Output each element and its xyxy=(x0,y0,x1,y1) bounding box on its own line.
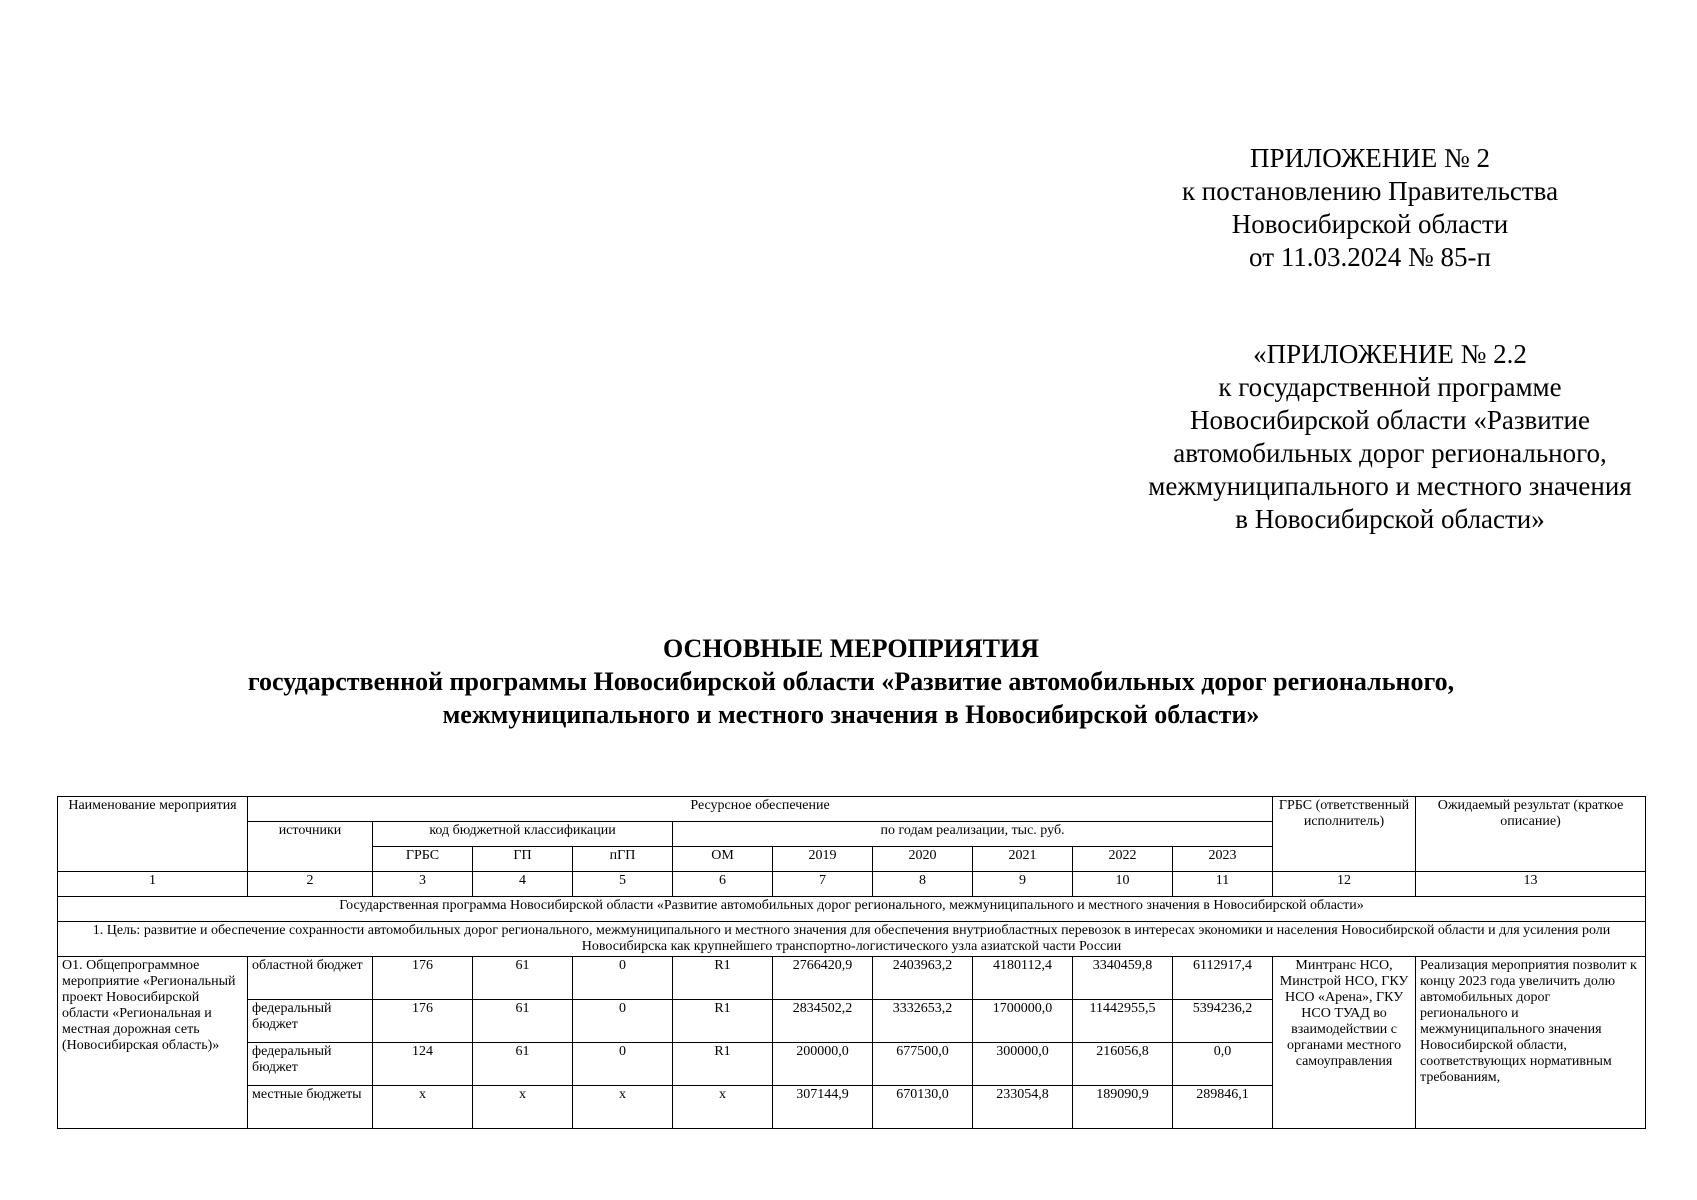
year-2023-cell: 289846,1 xyxy=(1173,1086,1273,1129)
grbs-code-cell: x xyxy=(373,1086,473,1129)
year-2019-cell: 2766420,9 xyxy=(773,957,873,1000)
om-cell: R1 xyxy=(673,1000,773,1043)
column-number: 5 xyxy=(573,872,673,897)
header-by-years: по годам реализации, тыс. руб. xyxy=(673,822,1273,847)
header-name: Наименование мероприятия xyxy=(58,797,248,872)
gp-cell: 61 xyxy=(473,957,573,1000)
pgp-cell: x xyxy=(573,1086,673,1129)
activities-table xyxy=(57,796,1646,1129)
column-number: 7 xyxy=(773,872,873,897)
header-sources: источники xyxy=(248,822,373,872)
year-2022-cell: 11442955,5 xyxy=(1073,1000,1173,1043)
appendix-line: к государственной программе xyxy=(1218,372,1562,402)
column-number: 1 xyxy=(58,872,248,897)
document-subtitle-line: государственной программы Новосибирской области «Развитие автомобильных дорог регионального, xyxy=(247,667,1455,696)
document-subtitle-line: межмуниципального и местного значения в Новосибирской области» xyxy=(442,700,1260,729)
document-heading xyxy=(60,632,1642,731)
year-2022-cell: 216056,8 xyxy=(1073,1043,1173,1086)
year-2020-cell: 670130,0 xyxy=(873,1086,973,1129)
gp-cell: x xyxy=(473,1086,573,1129)
header-pgp: пГП xyxy=(573,847,673,872)
appendix-line: от 11.03.2024 № 85-п xyxy=(1249,242,1491,272)
header-year: 2022 xyxy=(1073,847,1173,872)
year-2019-cell: 2834502,2 xyxy=(773,1000,873,1043)
column-number: 13 xyxy=(1416,872,1646,897)
gp-cell: 61 xyxy=(473,1043,573,1086)
year-2023-cell: 0,0 xyxy=(1173,1043,1273,1086)
header-budget-code: код бюджетной классификации xyxy=(373,822,673,847)
program-appendix-reference xyxy=(1120,338,1660,536)
header-om: ОМ xyxy=(673,847,773,872)
year-2021-cell: 300000,0 xyxy=(973,1043,1073,1086)
pgp-cell: 0 xyxy=(573,1043,673,1086)
gp-cell: 61 xyxy=(473,1000,573,1043)
column-number: 11 xyxy=(1173,872,1273,897)
appendix-line: в Новосибирской области» xyxy=(1235,504,1545,534)
grbs-code-cell: 176 xyxy=(373,957,473,1000)
om-cell: R1 xyxy=(673,957,773,1000)
appendix-line: автомобильных дорог регионального, xyxy=(1173,438,1607,468)
source-cell: областной бюджет xyxy=(248,957,373,1000)
appendix-line: «ПРИЛОЖЕНИЕ № 2.2 xyxy=(1253,339,1527,369)
column-number: 4 xyxy=(473,872,573,897)
source-cell: местные бюджеты xyxy=(248,1086,373,1129)
appendix-line: Новосибирской области xyxy=(1231,209,1509,239)
appendix-line: Новосибирской области «Развитие xyxy=(1190,405,1590,435)
year-2022-cell: 189090,9 xyxy=(1073,1086,1173,1129)
pgp-cell: 0 xyxy=(573,957,673,1000)
year-2023-cell: 6112917,4 xyxy=(1173,957,1273,1000)
column-number: 9 xyxy=(973,872,1073,897)
year-2019-cell: 200000,0 xyxy=(773,1043,873,1086)
column-number: 3 xyxy=(373,872,473,897)
year-2020-cell: 677500,0 xyxy=(873,1043,973,1086)
header-resources: Ресурсное обеспечение xyxy=(248,797,1273,822)
year-2020-cell: 2403963,2 xyxy=(873,957,973,1000)
column-numbers-row xyxy=(58,872,1646,897)
header-gp: ГП xyxy=(473,847,573,872)
year-2021-cell: 4180112,4 xyxy=(973,957,1073,1000)
om-cell: x xyxy=(673,1086,773,1129)
appendix-line: к постановлению Правительства xyxy=(1181,176,1559,206)
year-2019-cell: 307144,9 xyxy=(773,1086,873,1129)
appendix-line: ПРИЛОЖЕНИЕ № 2 xyxy=(1249,143,1491,173)
header-year: 2021 xyxy=(973,847,1073,872)
year-2023-cell: 5394236,2 xyxy=(1173,1000,1273,1043)
header-year: 2023 xyxy=(1173,847,1273,872)
year-2022-cell: 3340459,8 xyxy=(1073,957,1173,1000)
column-number: 2 xyxy=(248,872,373,897)
header-grbs: ГРБС (ответственный исполнитель) xyxy=(1273,797,1416,872)
goal-row: 1. Цель: развитие и обеспечение сохранности автомобильных дорог регионального, межмуниципального и местного значения для обеспечения внутриобластных перевозок в интересах экономики и населения Новосибирской области и для усиления роли Новосибирска как крупнейшего транспортно-логистического узла азиатской части России xyxy=(58,922,1646,957)
activity-grbs: Минтранс НСО, Минстрой НСО, ГКУ НСО «Арена», ГКУ НСО ТУАД во взаимодействии с органами местного самоуправления xyxy=(1273,957,1416,1129)
column-number: 6 xyxy=(673,872,773,897)
column-number: 12 xyxy=(1273,872,1416,897)
appendix-line: межмуниципального и местного значения xyxy=(1148,471,1632,501)
year-2020-cell: 3332653,2 xyxy=(873,1000,973,1043)
activity-name: О1. Общепрограммное мероприятие «Региональный проект Новосибирской области «Региональная и местная дорожная сеть (Новосибирская область)» xyxy=(58,957,248,1129)
document-title: ОСНОВНЫЕ МЕРОПРИЯТИЯ xyxy=(663,634,1039,663)
program-row: Государственная программа Новосибирской области «Развитие автомобильных дорог регионального, межмуниципального и местного значения в Новосибирской области» xyxy=(58,897,1646,922)
activity-result: Реализация мероприятия позволит к концу 2023 года увеличить долю автомобильных дорог регионального и межмуниципального значения Новосибирской области, соответствующих нормативным требованиям, xyxy=(1416,957,1646,1129)
table-row xyxy=(58,957,1646,1000)
column-number: 8 xyxy=(873,872,973,897)
header-year: 2020 xyxy=(873,847,973,872)
om-cell: R1 xyxy=(673,1043,773,1086)
header-grbs-code: ГРБС xyxy=(373,847,473,872)
header-result: Ожидаемый результат (краткое описание) xyxy=(1416,797,1646,872)
year-2021-cell: 233054,8 xyxy=(973,1086,1073,1129)
year-2021-cell: 1700000,0 xyxy=(973,1000,1073,1043)
grbs-code-cell: 124 xyxy=(373,1043,473,1086)
source-cell: федеральный бюджет xyxy=(248,1043,373,1086)
pgp-cell: 0 xyxy=(573,1000,673,1043)
appendix-reference xyxy=(1170,142,1570,274)
column-number: 10 xyxy=(1073,872,1173,897)
source-cell: федеральный бюджет xyxy=(248,1000,373,1043)
header-year: 2019 xyxy=(773,847,873,872)
grbs-code-cell: 176 xyxy=(373,1000,473,1043)
